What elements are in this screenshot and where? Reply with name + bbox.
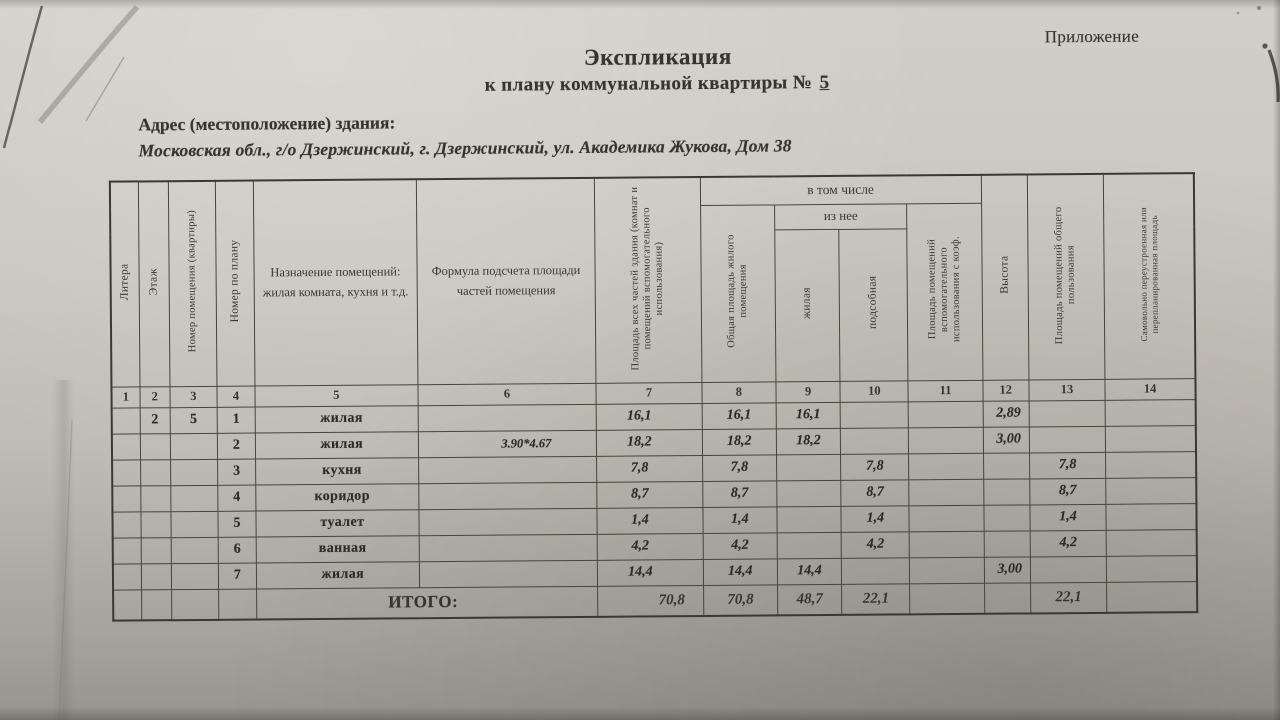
cell-col1 — [112, 407, 140, 433]
cell-col9: 14,4 — [777, 558, 841, 585]
cell-col4: 7 — [218, 563, 256, 589]
cell-col5: ванная — [256, 535, 419, 562]
cell-col12 — [984, 504, 1030, 530]
cell-col6 — [418, 482, 597, 509]
header-apartment-number: Номер помещения (квартиры) — [168, 181, 217, 386]
cell-col4: 6 — [218, 537, 256, 563]
cell-col3: 5 — [170, 407, 217, 433]
total-cell-col2 — [141, 589, 171, 620]
cell-col3 — [170, 485, 217, 511]
header-floor: Этаж — [138, 181, 170, 386]
cell-col8: 1,4 — [703, 506, 777, 533]
colnum-12: 12 — [983, 379, 1029, 400]
header-unauthorized-area: Самовольно переустроенная или перепланированная площадь — [1103, 173, 1195, 379]
cell-col14 — [1106, 555, 1197, 582]
cell-col13 — [1029, 426, 1105, 453]
cell-col11 — [909, 479, 983, 506]
cell-col3 — [170, 459, 217, 485]
cell-col7: 18,2 — [597, 429, 703, 456]
cell-col4: 3 — [217, 459, 255, 485]
header-group-including: в том числе — [700, 175, 981, 205]
cell-col2 — [140, 459, 170, 485]
total-cell-col4 — [218, 589, 256, 620]
header-common-use-area: Площадь помещений общего пользования — [1027, 174, 1105, 380]
colnum-14: 14 — [1105, 378, 1196, 400]
cell-col8: 18,2 — [702, 428, 776, 455]
header-litera: Литера — [110, 181, 140, 386]
header-total-living-area: Общая площадь жилого помещения — [700, 204, 776, 382]
colnum-11: 11 — [908, 380, 982, 402]
cell-col7: 8,7 — [597, 481, 703, 508]
subtitle-text: к плану коммунальной квартиры № — [484, 72, 813, 96]
colnum-13: 13 — [1029, 379, 1105, 401]
cell-col9 — [777, 506, 841, 533]
cell-col10 — [841, 557, 909, 584]
cell-col6 — [418, 456, 597, 483]
explication-table — [109, 172, 1198, 622]
cell-col9 — [776, 454, 840, 481]
cell-col7: 1,4 — [597, 507, 703, 534]
cell-col5: коридор — [256, 483, 419, 510]
page-subtitle — [328, 71, 988, 98]
cell-col14 — [1106, 477, 1197, 504]
total-label: ИТОГО: — [257, 586, 598, 620]
cell-col12 — [984, 530, 1030, 556]
cell-col5: кухня — [256, 457, 419, 484]
header-group-of-it: из нее — [774, 203, 907, 229]
total-unauthorized — [1107, 581, 1198, 613]
cell-col12 — [983, 452, 1029, 478]
total-living-area: 70,8 — [703, 584, 778, 616]
cell-col4: 2 — [217, 433, 255, 459]
cell-col8: 4,2 — [703, 532, 777, 559]
header-height: Высота — [981, 174, 1029, 379]
cell-col6 — [419, 534, 598, 561]
cell-col4: 1 — [217, 407, 255, 433]
cell-col2 — [140, 433, 170, 459]
cell-col6 — [419, 560, 598, 587]
cell-col1 — [113, 563, 141, 589]
cell-col9: 18,2 — [776, 428, 840, 455]
cell-col13: 1,4 — [1030, 504, 1106, 531]
colnum-7: 7 — [596, 382, 702, 404]
cell-col2 — [140, 485, 170, 511]
address-label: Адрес (местоположение) здания: — [138, 112, 396, 135]
cell-col4: 5 — [218, 511, 256, 537]
colnum-3: 3 — [170, 386, 217, 407]
header-total-area-all-parts: Площадь всех частей здания (комнат и помещений вспомогательного использования) — [595, 177, 702, 383]
total-cell-col3 — [171, 589, 218, 620]
header-utility: подсобная — [839, 228, 908, 381]
total-living: 48,7 — [777, 584, 841, 616]
cell-col11 — [909, 453, 983, 480]
cell-col13 — [1030, 556, 1106, 583]
cell-col2 — [141, 511, 171, 537]
table-header — [110, 173, 1196, 408]
cell-col13: 7,8 — [1029, 452, 1105, 479]
cell-col7: 7,8 — [597, 455, 703, 482]
cell-col5: туалет — [256, 509, 419, 536]
colnum-1: 1 — [111, 386, 139, 407]
table-body — [112, 399, 1197, 590]
header-auxiliary-area-coef: Площадь помещений вспомогательного использования с коэф. — [907, 203, 983, 381]
cell-col6 — [418, 404, 597, 431]
cell-col5: жилая — [255, 431, 418, 458]
cell-col5: жилая — [256, 561, 419, 588]
total-height — [984, 582, 1030, 613]
page-title: Экспликация — [583, 43, 732, 70]
cell-col13: 4,2 — [1030, 530, 1106, 557]
cell-col8: 7,8 — [702, 454, 776, 481]
cell-col10: 4,2 — [841, 531, 909, 558]
colnum-2: 2 — [140, 386, 170, 407]
cell-col4: 4 — [218, 485, 256, 511]
header-formula: Формула подсчета площади частей помещения — [416, 178, 596, 384]
cell-col11 — [909, 427, 983, 454]
address-value: Московская обл., г/о Дзержинский, г. Дзержинский, ул. Академика Жукова, Дом 38 — [138, 135, 792, 161]
colnum-6: 6 — [418, 383, 597, 405]
cell-col9: 16,1 — [776, 402, 840, 429]
cell-col14 — [1105, 399, 1196, 426]
cell-col13: 8,7 — [1030, 478, 1106, 505]
cell-col11 — [910, 531, 984, 558]
cell-col12: 3,00 — [984, 556, 1030, 582]
colnum-9: 9 — [776, 381, 840, 403]
cell-col14 — [1106, 451, 1197, 478]
cell-col1 — [112, 459, 140, 485]
cell-col3 — [170, 433, 217, 459]
cell-col2: 2 — [140, 407, 170, 433]
cell-col8: 16,1 — [702, 402, 776, 429]
cell-col3 — [171, 563, 218, 589]
cell-col10: 7,8 — [841, 453, 909, 480]
cell-col2 — [141, 537, 171, 563]
cell-col9 — [777, 532, 841, 559]
title-block — [328, 42, 988, 98]
header-plan-number: Номер по плану — [215, 181, 255, 386]
header-purpose: Назначение помещений: жилая комната, кухня и т.д. — [253, 179, 417, 385]
cell-col11 — [910, 557, 984, 584]
total-area-all-parts: 70,8 — [598, 585, 704, 617]
colnum-5: 5 — [255, 384, 418, 406]
cell-col1 — [113, 537, 141, 563]
cell-col7: 16,1 — [596, 403, 702, 430]
total-auxiliary — [910, 583, 985, 615]
cell-col3 — [171, 537, 218, 563]
cell-col5: жилая — [255, 405, 418, 432]
cell-col8: 8,7 — [702, 480, 776, 507]
total-utility: 22,1 — [842, 583, 910, 615]
cell-col6 — [419, 508, 598, 535]
apartment-number: 5 — [819, 72, 830, 94]
cell-col1 — [112, 433, 140, 459]
cell-col7: 4,2 — [597, 533, 703, 560]
cell-col10: 1,4 — [841, 505, 909, 532]
cell-col9 — [777, 480, 841, 507]
total-common-use: 22,1 — [1030, 582, 1107, 614]
cell-col3 — [171, 511, 218, 537]
cell-col1 — [112, 511, 140, 537]
cell-col6: 3.90*4.67 — [418, 430, 597, 457]
cell-col8: 14,4 — [703, 558, 777, 585]
cell-col12 — [983, 478, 1029, 504]
cell-col11 — [909, 401, 983, 428]
cell-col1 — [112, 485, 140, 511]
cell-col14 — [1105, 425, 1196, 452]
cell-col14 — [1106, 503, 1197, 530]
cell-col10 — [840, 427, 908, 454]
cell-col2 — [141, 563, 171, 589]
cell-col14 — [1106, 529, 1197, 556]
cell-col13 — [1029, 400, 1105, 427]
cell-col11 — [909, 505, 983, 532]
annex-label: Приложение — [1044, 26, 1140, 47]
header-living: жилая — [775, 229, 840, 381]
total-cell-col1 — [113, 589, 141, 620]
cell-col7: 14,4 — [598, 559, 704, 586]
cell-col10: 8,7 — [841, 479, 909, 506]
cell-col12: 3,00 — [983, 426, 1029, 452]
colnum-8: 8 — [702, 381, 776, 403]
cell-col10 — [840, 401, 908, 428]
colnum-10: 10 — [840, 380, 908, 402]
colnum-4: 4 — [217, 386, 255, 407]
cell-col12: 2,89 — [983, 400, 1029, 426]
